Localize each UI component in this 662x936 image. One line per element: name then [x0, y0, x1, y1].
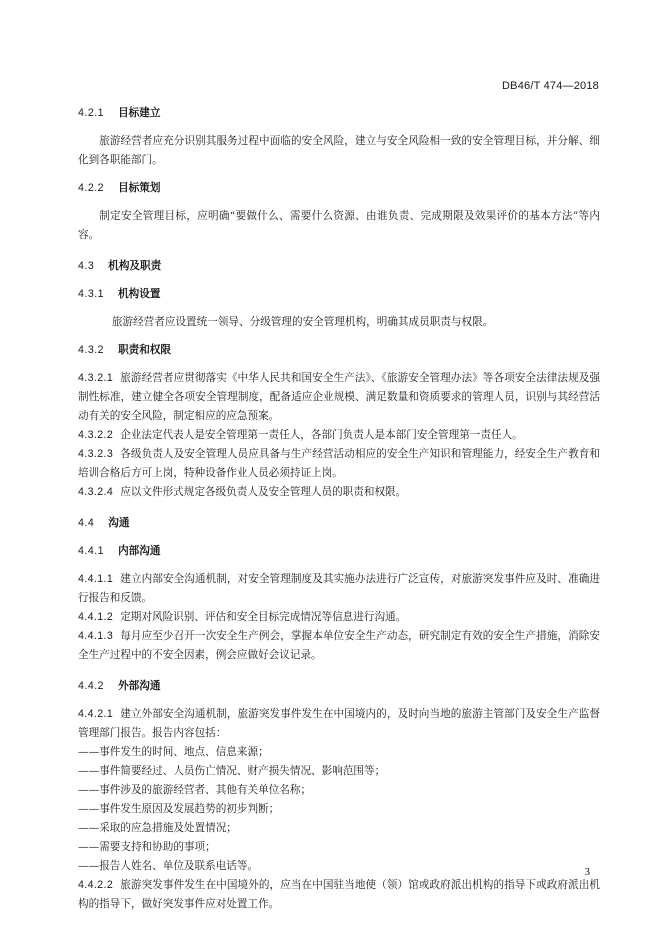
heading-title: 目标建立: [118, 107, 161, 119]
heading-4-2-1: [78, 104, 600, 123]
clause-4-4-1-2: [78, 608, 600, 627]
heading-4-4: [78, 514, 600, 533]
heading-4-4-1: [78, 542, 600, 561]
paragraph-4-2-2: 制定安全管理目标，应明确“要做什么、需要什么资源、由谁负责、完成期限及效果评价的基本方法”等内容。: [78, 210, 600, 241]
clause-number: 4.4.1.2: [78, 611, 114, 623]
clause-text: 旅游经营者应贯彻落实《中华人民共和国安全生产法》、《旅游安全管理办法》等各项安全法律法规及强制性标准，建立健全各项安全管理制度，配备适应企业规模、满足数量和资质要求的管理人员，识别与其经营活动有关的安全风险，制定相应的应急预案。: [78, 372, 600, 422]
heading-title: 外部沟通: [118, 680, 161, 692]
heading-title: 目标策划: [118, 182, 161, 194]
heading-title: 机构及职责: [108, 260, 162, 272]
heading-number: 4.4: [78, 517, 95, 529]
clause-number: 4.4.1.1: [78, 573, 114, 585]
heading-number: 4.3.2: [78, 344, 105, 356]
clause-4-3-2-3: [78, 445, 600, 483]
paragraph-4-3-1: 旅游经营者应设置统一领导、分级管理的安全管理机构，明确其成员职责与权限。: [111, 316, 494, 328]
clause-text: 定期对风险识别、评估和安全目标完成情况等信息进行沟通。: [120, 611, 407, 623]
standard-code: DB46/T 474—2018: [502, 80, 599, 92]
clause-4-4-1-1: [78, 570, 600, 608]
paragraph-4-2-1: 旅游经营者应充分识别其服务过程中面临的安全风险，建立与安全风险相一致的安全管理目标，并分解、细化到各职能部门。: [78, 135, 600, 166]
clause-number: 4.3.2.3: [78, 448, 114, 460]
heading-4-4-2: [78, 677, 600, 696]
clause-number: 4.3.2.1: [78, 372, 114, 384]
list-item: ——事件简要经过、人员伤亡情况、财产损失情况、影响范围等；: [78, 765, 386, 777]
heading-number: 4.2.2: [78, 182, 105, 194]
list-item: ——事件涉及的旅游经营者、其他有关单位名称；: [78, 784, 312, 796]
heading-number: 4.3: [78, 260, 95, 272]
clause-4-4-2-2: [78, 876, 600, 914]
clause-text: 建立外部安全沟通机制，旅游突发事件发生在中国境内的，及时向当地的旅游主管部门及安全生产监督管理部门报告。报告内容包括：: [78, 708, 600, 739]
heading-number: 4.3.1: [78, 288, 105, 300]
heading-title: 内部沟通: [118, 545, 161, 557]
clause-number: 4.4.1.3: [78, 630, 114, 642]
clause-number: 4.3.2.4: [78, 486, 114, 498]
clause-text: 建立内部安全沟通机制，对安全管理制度及其实施办法进行广泛宣传，对旅游突发事件应及时、准确进行报告和反馈。: [78, 573, 600, 604]
clause-4-3-2-1: [78, 369, 600, 426]
heading-number: 4.4.2: [78, 680, 105, 692]
clause-4-4-1-3: [78, 627, 600, 665]
clause-text: 旅游突发事件发生在中国境外的，应当在中国驻当地使（领）馆或政府派出机构的指导下或政府派出机构的指导下，做好突发事件应对处置工作。: [78, 879, 600, 910]
list-item: ——采取的应急措施及处置情况；: [78, 822, 237, 834]
clause-4-4-2-1: [78, 705, 600, 743]
clause-number: 4.3.2.2: [78, 429, 114, 441]
heading-4-3: [78, 257, 600, 276]
clause-text: 各级负责人及安全管理人员应具备与生产经营活动相应的安全生产知识和管理能力，经安全生产教育和培训合格后方可上岗，特种设备作业人员必须持证上岗。: [78, 448, 600, 479]
list-item: ——事件发生原因及发展趋势的初步判断；: [78, 803, 280, 815]
clause-text: 企业法定代表人是安全管理第一责任人，各部门负责人是本部门安全管理第一责任人。: [120, 429, 523, 441]
list-item: ——需要支持和协助的事项；: [78, 841, 216, 853]
heading-4-3-1: [78, 285, 600, 304]
heading-title: 职责和权限: [118, 344, 172, 356]
list-item: ——报告人姓名、单位及联系电话等。: [78, 860, 259, 872]
clause-number: 4.4.2.1: [78, 708, 114, 720]
heading-title: 沟通: [108, 517, 130, 529]
heading-title: 机构设置: [118, 288, 161, 300]
clause-text: 每月应至少召开一次安全生产例会，掌握本单位安全生产动态，研究制定有效的安全生产措施，消除安全生产过程中的不安全因素，例会应做好会议记录。: [78, 630, 600, 661]
heading-number: 4.4.1: [78, 545, 105, 557]
page-number: 3: [584, 866, 590, 878]
heading-4-3-2: [78, 341, 600, 360]
heading-number: 4.2.1: [78, 107, 105, 119]
document-body: [78, 104, 600, 914]
clause-4-3-2-2: [78, 426, 600, 445]
heading-4-2-2: [78, 179, 600, 198]
clause-4-3-2-4: [78, 483, 600, 502]
list-item: ——事件发生的时间、地点、信息来源；: [78, 746, 269, 758]
clause-text: 应以文件形式规定各级负责人及安全管理人员的职责和权限。: [120, 486, 407, 498]
clause-number: 4.4.2.2: [78, 879, 114, 891]
